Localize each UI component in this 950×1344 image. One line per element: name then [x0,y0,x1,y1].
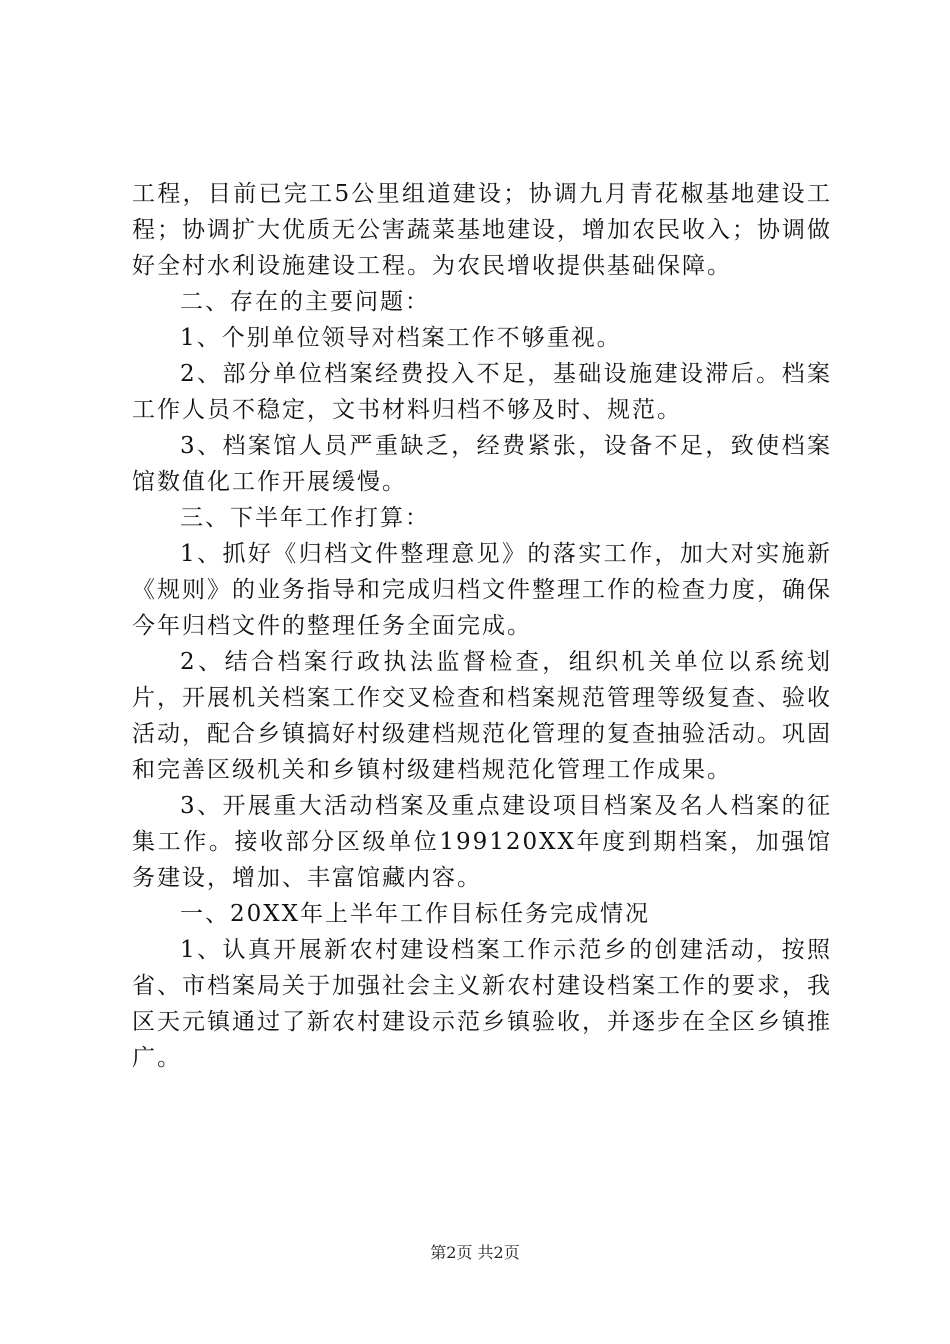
section-heading-problems: 二、存在的主要问题： [180,289,430,315]
section-heading-goals: 一、20XX年上半年工作目标任务完成情况 [180,901,651,927]
paragraph: 2、结合档案行政执法监督检查，组织机关单位以系统划片，开展机关档案工作交叉检查和档案规范管理等级复查、验收活动，配合乡镇搞好村级建档规范化管理的复查抽验活动。巩固和完善区级机关和乡镇村级建档规范化管理工作成果。 [132,649,832,783]
paragraph: 2、部分单位档案经费投入不足，基础设施建设滞后。档案工作人员不稳定，文书材料归档不够及时、规范。 [132,361,832,423]
paragraph: 工程，目前已完工5公里组道建设；协调九月青花椒基地建设工程；协调扩大优质无公害蔬菜基地建设，增加农民收入；协调做好全村水利设施建设工程。为农民增收提供基础保障。 [132,181,832,279]
page-number-footer: 第2页 共2页 [430,1243,520,1262]
paragraph: 1、个别单位领导对档案工作不够重视。 [180,325,622,351]
paragraph: 3、开展重大活动档案及重点建设项目档案及名人档案的征集工作。接收部分区级单位199120XX年度到期档案，加强馆务建设，增加、丰富馆藏内容。 [132,793,832,891]
paragraph: 3、档案馆人员严重缺乏，经费紧张，设备不足，致使档案馆数值化工作开展缓慢。 [132,433,832,495]
paragraph: 1、抓好《归档文件整理意见》的落实工作，加大对实施新《规则》的业务指导和完成归档文件整理工作的检查力度，确保今年归档文件的整理任务全面完成。 [132,541,832,639]
section-heading-plans: 三、下半年工作打算： [180,505,430,531]
paragraph: 1、认真开展新农村建设档案工作示范乡的创建活动，按照省、市档案局关于加强社会主义新农村建设档案工作的要求，我区天元镇通过了新农村建设示范乡镇验收，并逐步在全区乡镇推广。 [132,937,832,1071]
document-body [132,176,832,1076]
